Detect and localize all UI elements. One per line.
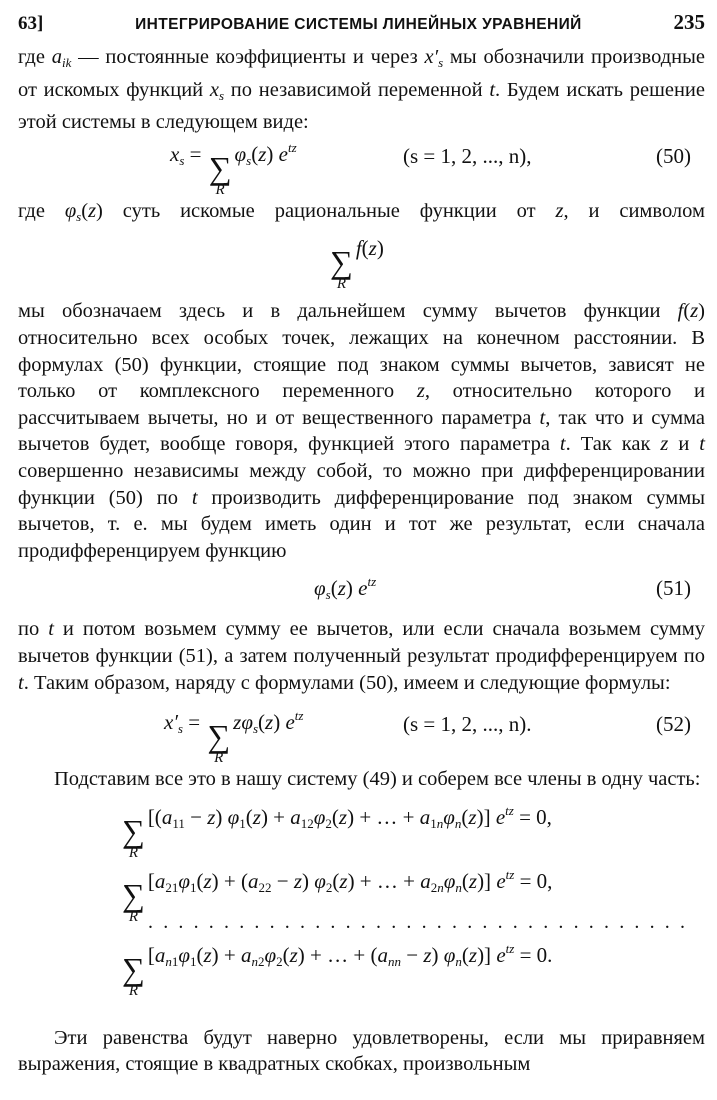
chapter-title: ИНТЕГРИРОВАНИЕ СИСТЕМЫ ЛИНЕЙНЫХ УРАВНЕНИЙ — [135, 16, 582, 33]
section-number: 63] — [18, 13, 44, 34]
paragraph-substitute: Подставим все это в нашу систему (49) и соберем все члены в одну часть: — [54, 768, 701, 791]
running-header — [18, 10, 705, 44]
residue-sum-symbol: ∑ R f(z) — [330, 236, 384, 293]
equation-52: $x'_s$ = ∑ R $z\varphi_s(z)$ $e^{tz}$ (s = 1, 2, ..., n). (52) — [164, 708, 691, 767]
system-ellipsis-row: .................................... — [148, 910, 696, 933]
equation-50: $x_s$ = ∑ R $\varphi_s(z)$ $e^{tz}$ (s = 1, 2, ..., n), (50) — [170, 139, 691, 198]
equation-50-condition: (s = 1, 2, ..., n), — [403, 143, 532, 168]
paragraph-coefficients: где $a_{ik}$ — постоянные коэффициенты и через $x'_s$ мы обозначили производные от искомых функций $x_s$ по независимой переменной t. Будем искать решение этой системы в следующем виде: — [18, 46, 705, 134]
equation-52-condition: (s = 1, 2, ..., n). — [403, 712, 532, 737]
paragraph-conclusion: Эти равенства будут наверно удовлетворены, если мы приравняем выражения, стоящие в квадратных скобках, произвольным — [18, 1026, 705, 1076]
equation-50-number: (50) — [656, 143, 691, 168]
system-equation-n: ∑ R [$a_{n1}\varphi_1(z) + a_{n2}\varphi_2(z)$ + … + $(a_{nn} - z)$ $\varphi_n(z)$] $e^{tz} = 0$. — [122, 940, 553, 999]
equation-51-number: (51) — [656, 576, 691, 601]
paragraph-differentiation: по t и потом возьмем сумму ее вычетов, или если сначала возьмем сумму вычетов функции (51), а затем полученный результат продифференцируем по t. Таким образом, наряду с формулами (50), имеем и следующие формулы: — [18, 618, 705, 694]
paragraph-rational-functions: где $\varphi_s(z)$ суть искомые рациональные функции от z, и символом — [18, 199, 705, 224]
system-equation-1: ∑ R [$(a_{11} - z) \varphi_1(z) + a_{12}\varphi_2(z)$ + … + $a_{1n}\varphi_n(z)$] $e^{tz} = 0$, — [122, 802, 552, 861]
equation-51: $\varphi_s(z)$ $e^{tz}$ (51) — [314, 574, 691, 603]
paragraph-residues: мы обозначаем здесь и в дальнейшем сумму вычетов функции f(z) относительно всех особых точек, лежащих на конечном расстоянии. В формулах (50) функции, стоящие под знаком суммы вычетов, зависят не только от комплексного переменного z, относительно которого и рассчитываем вычеты, но и от вещественного параметра t, так что и сумма вычетов будет, вообще говоря, функцией этого параметра t. Так как z и t совершенно независимы между собой, то можно при дифференцировании функции (50) по t производить дифференцирование под знаком суммы вычетов, т. е. мы будем иметь один и тот же результат, если сначала продифференцируем функцию — [18, 300, 706, 562]
equation-52-number: (52) — [656, 712, 691, 737]
system-equation-2: ∑ R [$a_{21}\varphi_1(z) + (a_{22} - z) \varphi_2(z)$ + … + $a_{2n}\varphi_n(z)$] $e^{tz} = 0$, — [122, 866, 553, 925]
page-number: 235 — [673, 10, 705, 34]
